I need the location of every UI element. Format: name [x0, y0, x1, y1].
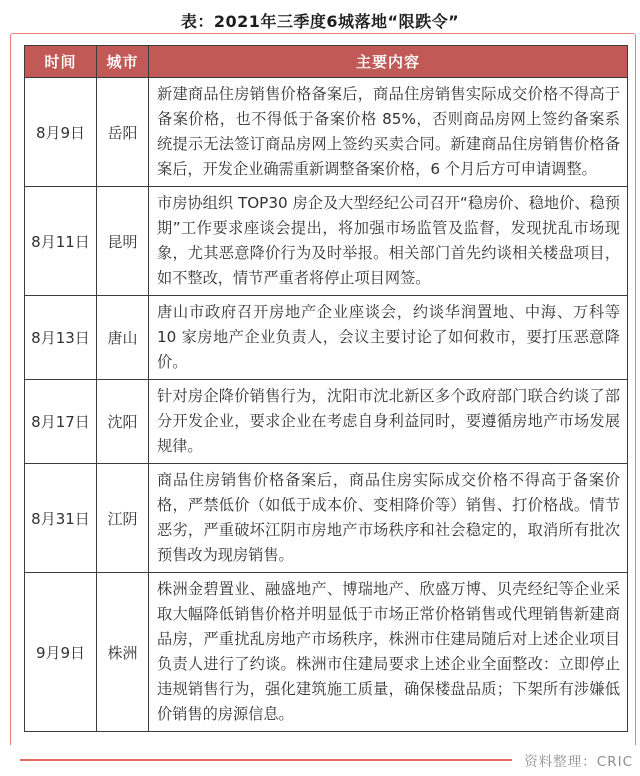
column-header-time: 时间 — [25, 46, 97, 78]
content-cell: 针对房企降价销售行为，沈阳市沈北新区多个政府部门联合约谈了部分开发企业，要求企业在考虑自身利益同时，要遵循房地产市场发展规律。 — [149, 380, 628, 464]
footer-rule-line — [20, 759, 512, 761]
column-header-city: 城市 — [97, 46, 149, 78]
date-cell: 8月31日 — [25, 464, 97, 573]
table-row — [25, 464, 628, 573]
footer — [0, 750, 640, 770]
date-cell: 9月9日 — [25, 573, 97, 732]
city-cell: 株洲 — [97, 573, 149, 732]
content-cell: 新建商品住房销售价格备案后，商品住房销售实际成交价格不得高于备案价格，也不得低于备案价格 85%，否则商品房网上签约备案系统提示无法签订商品房网上签约买卖合同。新建商品住房销售价格备案后，开发企业确需重新调整备案价格，6 个月后方可申请调整。 — [149, 78, 628, 187]
city-cell: 昆明 — [97, 187, 149, 296]
content-cell: 唐山市政府召开房地产企业座谈会，约谈华润置地、中海、万科等 10 家房地产企业负责人，会议主要讨论了如何救市，要打压恶意降价。 — [149, 296, 628, 380]
column-header-content: 主要内容 — [149, 46, 628, 78]
date-cell: 8月13日 — [25, 296, 97, 380]
source-credit: 资料整理：CRIC — [524, 754, 633, 770]
table-row — [25, 380, 628, 464]
city-cell: 沈阳 — [97, 380, 149, 464]
content-cell: 株洲金碧置业、融盛地产、博瑞地产、欣盛万博、贝壳经纪等企业采取大幅降低销售价格并明显低于市场正常价格销售或代理销售新建商品房，严重扰乱房地产市场秩序，株洲市住建局随后对上述企业项目负责人进行了约谈。株洲市住建局要求上述企业全面整改：立即停止违规销售行为，强化建筑施工质量，确保楼盘品质；下架所有涉嫌低价销售的房源信息。 — [149, 573, 628, 732]
content-cell: 市房协组织 TOP30 房企及大型经纪公司召开“稳房价、稳地价、稳预期”工作要求座谈会提出，将加强市场监管及监督，发现扰乱市场现象，尤其恶意降价行为及时举报。相关部门首先约谈相关楼盘项目，如不整改，情节严重者将停止项目网签。 — [149, 187, 628, 296]
date-cell: 8月17日 — [25, 380, 97, 464]
table-frame — [10, 33, 636, 745]
date-cell: 8月11日 — [25, 187, 97, 296]
table-row — [25, 296, 628, 380]
table-row — [25, 573, 628, 732]
date-cell: 8月9日 — [25, 78, 97, 187]
city-cell: 岳阳 — [97, 78, 149, 187]
city-cell: 江阴 — [97, 464, 149, 573]
page-title: 表：2021年三季度6城落地“限跌令” — [180, 12, 460, 31]
table-row — [25, 187, 628, 296]
content-cell: 商品住房销售价格备案后，商品住房实际成交价格不得高于备案价格，严禁低价（如低于成本价、变相降价等）销售、打价格战。情节恶劣，严重破坏江阴市房地产市场秩序和社会稳定的，取消所有批次预售改为现房销售。 — [149, 464, 628, 573]
limit-price-drop-table — [24, 45, 628, 732]
city-cell: 唐山 — [97, 296, 149, 380]
table-row — [25, 78, 628, 187]
table-header-row — [25, 46, 628, 78]
